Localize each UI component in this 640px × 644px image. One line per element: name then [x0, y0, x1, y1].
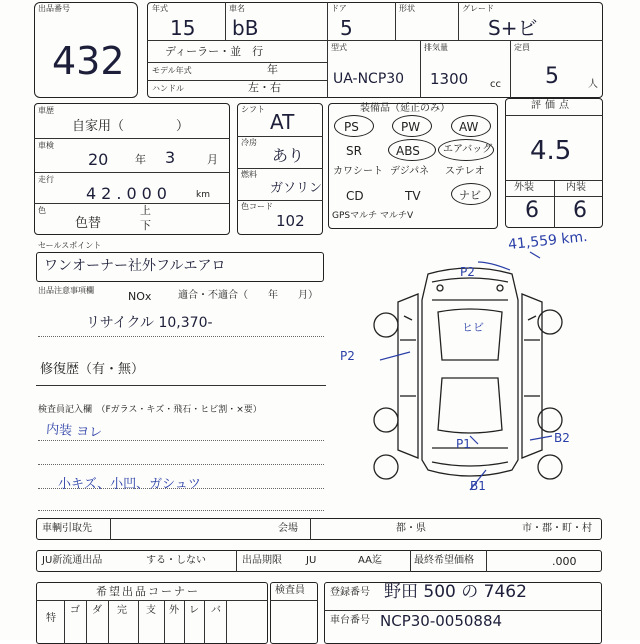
venue-label: 会場 — [278, 523, 298, 534]
damage-mark-5: P1 — [456, 437, 471, 451]
salespoint-value: ワンオーナー社外フルエアロ — [44, 258, 226, 274]
displacement-label: 排気量 — [424, 43, 448, 52]
equip-stereo: ステレオ — [445, 166, 485, 177]
ju-options: する・しない — [146, 555, 206, 566]
equip-cd: CD — [346, 189, 364, 203]
vehicle-dest-label: 車輌引取先 — [42, 523, 92, 534]
equip-sr: SR — [346, 144, 362, 158]
handle-label: ハンドル — [152, 84, 184, 93]
capacity-label: 定員 — [514, 43, 530, 52]
mileage-unit: km — [196, 190, 210, 200]
equip-digipane: デジパネ — [390, 166, 430, 177]
interior-label: 内装 — [566, 182, 586, 193]
score-overall: 4.5 — [530, 136, 572, 166]
caution-label: 出品注意事項欄 — [38, 286, 94, 295]
damage-mark-1: ヒビ — [462, 321, 484, 334]
grade-value: S+ビ — [488, 16, 538, 40]
equipment-title: 装備品（延正のみ） — [360, 103, 450, 114]
shift-label: シフト — [241, 105, 265, 114]
inspector-label: 検査員 — [275, 585, 305, 596]
ju-box — [36, 550, 602, 572]
recycle-value: リサイクル 10,370- — [86, 315, 213, 331]
doors-label: ドア — [331, 4, 347, 13]
ac-label: 冷房 — [241, 138, 257, 147]
equip-aw: AW — [459, 120, 479, 134]
color-change-label: 色替 — [75, 216, 102, 231]
damage-mark-6: B1 — [470, 479, 486, 493]
inspection-month: 3 — [165, 148, 176, 167]
city-label: 市・郡・町・村 — [522, 523, 592, 534]
vehicle-dest-box — [36, 518, 602, 540]
score-title: 評価点 — [531, 100, 573, 111]
corner-item-4: 完 — [117, 605, 127, 616]
inspection-label: 車検 — [38, 141, 54, 150]
exterior-score: 6 — [525, 198, 539, 223]
inspector-line-1: 内装 ヨレ — [45, 422, 103, 441]
color-bottom: 下 — [140, 219, 151, 232]
nox-label: NOx — [128, 290, 152, 303]
fuel-label: 燃料 — [241, 170, 257, 179]
equip-ps: PS — [344, 120, 359, 134]
capacity-value: 5 — [545, 64, 559, 89]
dealer-label: ディーラー・並 行 — [165, 45, 264, 58]
color-label: 色 — [38, 206, 46, 215]
damage-mark-3: P2 — [460, 265, 475, 279]
nox-options: 適合・不適合（ 年 月） — [178, 290, 318, 301]
equip-tv: TV — [405, 189, 421, 203]
ju-label: JU新流通出品 — [42, 555, 103, 566]
type-label: 型式 — [331, 43, 347, 52]
min-price-value: .000 — [552, 555, 577, 568]
equip-abs: ABS — [396, 144, 420, 158]
aa-label: AA迄 — [358, 555, 382, 566]
chassis-value: NCP30-0050884 — [380, 612, 503, 630]
displacement-value: 1300 — [430, 70, 469, 88]
corner-item-2: ゴ — [70, 605, 80, 616]
reg-value: 野田 500 の 7462 — [384, 582, 527, 602]
month-unit: 月 — [207, 153, 218, 166]
mileage-value: 42.000 — [86, 184, 172, 203]
inspection-year: 20 — [88, 150, 109, 169]
shift-value: AT — [270, 110, 295, 134]
type-value: UA-NCP30 — [333, 71, 405, 87]
equip-gps: GPSマルチ マルチV — [332, 211, 414, 221]
mileage-label: 走行 — [38, 175, 54, 184]
year-value: 15 — [170, 16, 196, 40]
doors-value: 5 — [340, 16, 353, 40]
equip-pw: PW — [401, 120, 421, 134]
capacity-unit: 人 — [588, 79, 598, 90]
ju2-label: JU — [306, 555, 317, 566]
corner-item-3: ダ — [92, 605, 102, 616]
exterior-label: 外装 — [514, 182, 534, 193]
pref-label: 都・県 — [396, 523, 426, 534]
fuel-value: ガソリン — [270, 181, 323, 196]
colorcode-label: 色コード — [241, 202, 273, 211]
equip-leather: カワシート — [333, 166, 383, 177]
model-label: 車名 — [229, 4, 245, 13]
model-value: bB — [232, 16, 259, 40]
model-year-unit: 年 — [267, 63, 278, 76]
colorcode-value: 102 — [276, 212, 305, 230]
mileage-note: 41,559 km. — [507, 228, 589, 254]
equip-navi: ナビ — [459, 189, 481, 202]
corner-item-6: 外 — [169, 605, 179, 616]
grade-label: グレード — [462, 4, 494, 13]
shape-label: 形状 — [399, 4, 415, 13]
year-unit: 年 — [135, 153, 146, 166]
usage-label: 車歴 — [38, 106, 54, 115]
period-label: 出品期限 — [242, 555, 282, 566]
chassis-label: 車台番号 — [330, 615, 370, 626]
corner-item-1: 特 — [46, 613, 56, 624]
lot-number: 432 — [52, 39, 125, 83]
displacement-unit: cc — [490, 79, 501, 90]
interior-score: 6 — [573, 198, 587, 223]
color-top: 上 — [140, 204, 151, 217]
usage-value: 自家用（ ） — [72, 119, 190, 134]
corner-item-7: レ — [189, 605, 199, 616]
salespoint-label: セールスポイント — [38, 241, 102, 250]
model-year-label: モデル年式 — [152, 66, 192, 75]
lot-number-label: 出品番号 — [38, 4, 70, 13]
year-label: 年式 — [152, 4, 168, 13]
ac-value: あり — [272, 146, 305, 165]
damage-mark-4: B2 — [554, 431, 570, 445]
corner-item-8: バ — [211, 605, 221, 616]
repair-label: 修復歴（有・無） — [40, 362, 145, 377]
corner-title: 希望出品コーナー — [96, 585, 200, 598]
inspector-note-label: 検査員記入欄 （Fガラス・キズ・飛石・ヒビ割・×要） — [38, 405, 262, 415]
handle-options: 左・右 — [248, 81, 281, 94]
corner-item-5: 支 — [146, 605, 156, 616]
reg-label: 登録番号 — [330, 587, 370, 598]
equip-airbag: エアバッグ — [443, 144, 493, 155]
damage-mark-2: P2 — [340, 349, 355, 363]
min-price-label: 最終希望価格 — [414, 555, 474, 566]
inspector-line-2: 小キズ、小凹、ガシュツ — [58, 477, 201, 492]
